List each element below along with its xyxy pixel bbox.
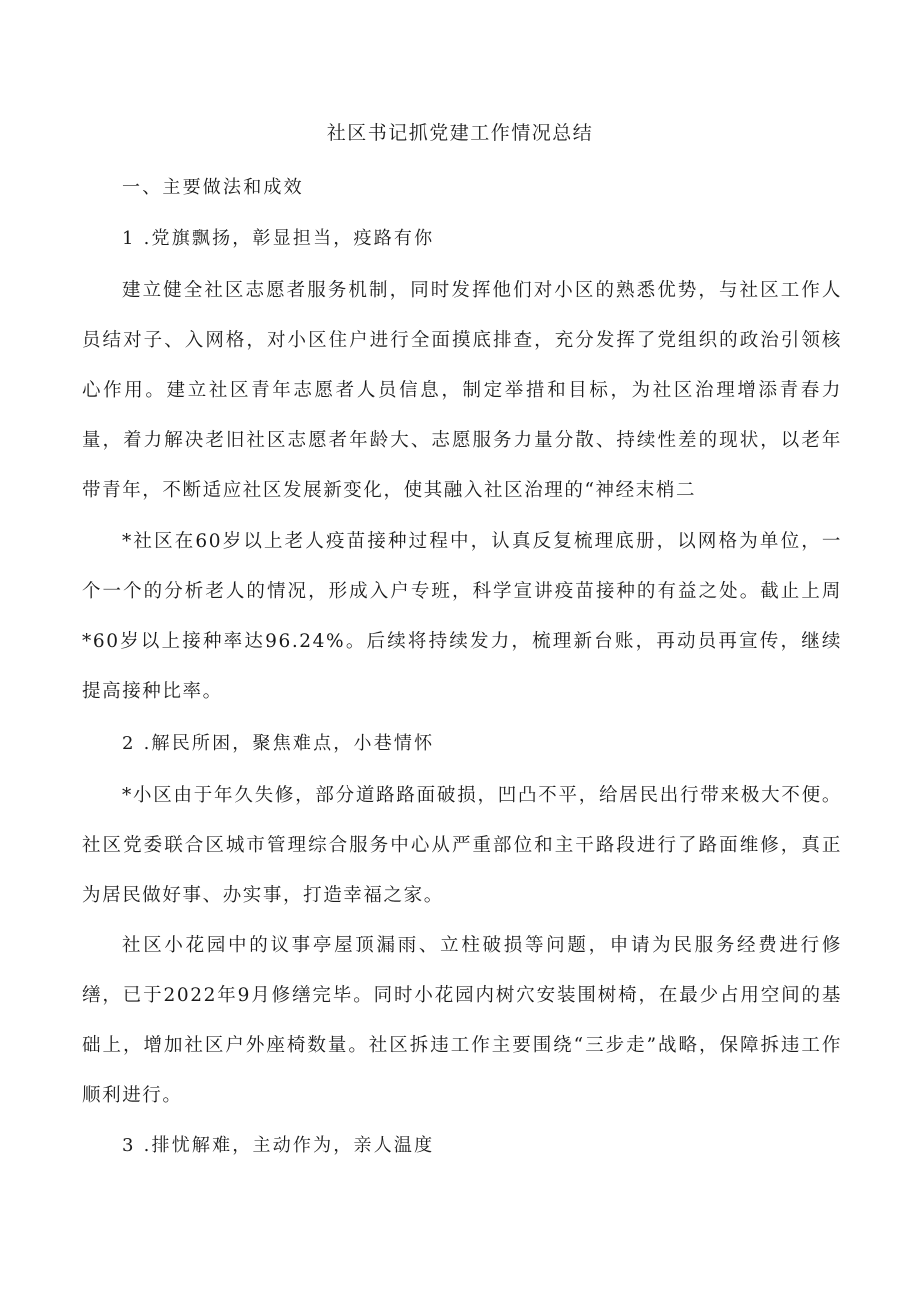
paragraph-road-repair: *小区由于年久失修，部分道路路面破损，凹凸不平，给居民出行带来极大不便。社区党委联合区城市管理综合服务中心从严重部位和主干路段进行了路面维修，真正为居民做好事、办实事，打造幸福之家。 — [82, 785, 842, 906]
subheading-2: 2 .解民所困，聚焦难点，小巷情怀 — [122, 733, 435, 754]
document-title: 社区书记抓党建工作情况总结 — [326, 122, 594, 144]
subheading-1: 1 .党旗飘扬，彰显担当，疫路有你 — [122, 228, 435, 249]
paragraph-garden-repair: 社区小花园中的议事亭屋顶漏雨、立柱破损等问题，申请为民服务经费进行修缮，已于2022年9月修缮完毕。同时小花园内树穴安装围树椅，在最少占用空间的基础上，增加社区户外座椅数量。社区拆违工作主要围绕“三步走”战略，保障拆违工作顺利进行。 — [82, 935, 842, 1106]
paragraph-vaccination: *社区在60岁以上老人疫苗接种过程中，认真反复梳理底册，以网格为单位，一个一个的分析老人的情况，形成入户专班，科学宣讲疫苗接种的有益之处。截止上周*60岁以上接种率达96.24%。后续将持续发力，梳理新台账，再动员再宣传，继续提高接种比率。 — [82, 531, 842, 702]
section-heading-1: 一、主要做法和成效 — [122, 177, 304, 198]
subheading-3: 3 .排忧解难，主动作为，亲人温度 — [122, 1135, 435, 1156]
paragraph-volunteers: 建立健全社区志愿者服务机制，同时发挥他们对小区的熟悉优势，与社区工作人员结对子、入网格，对小区住户进行全面摸底排查，充分发挥了党组织的政治引领核心作用。建立社区青年志愿者人员信息，制定举措和目标，为社区治理增添青春力量，着力解决老旧社区志愿者年龄大、志愿服务力量分散、持续性差的现状，以老年带青年，不断适应社区发展新变化，使其融入社区治理的“神经末梢二 — [82, 280, 842, 501]
